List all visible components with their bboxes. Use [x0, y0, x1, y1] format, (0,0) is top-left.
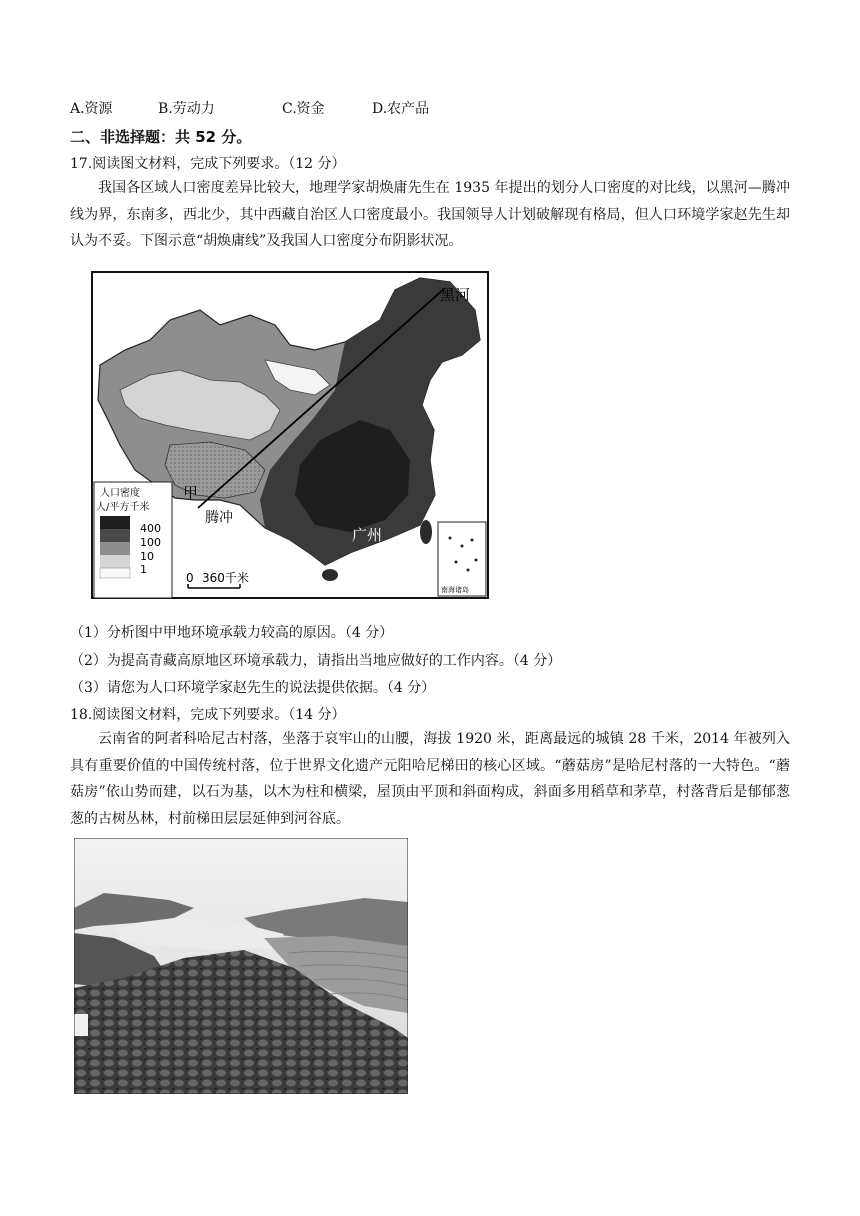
- q17-subquestion-3: （3）请您为人口环境学家赵先生的说法提供依据。（4 分）: [70, 680, 436, 696]
- map-legend: [94, 482, 172, 598]
- south-china-sea-inset: [438, 522, 486, 596]
- scale-label: 360千米: [202, 571, 249, 585]
- option-b: B.劳动力: [158, 101, 215, 117]
- label-tengchong: 腾冲: [205, 510, 233, 526]
- q17-subquestion-1: （1）分析图中甲地环境承载力较高的原因。（4 分）: [70, 625, 394, 641]
- population-density-map: [90, 270, 490, 600]
- section-title: 二、非选择题：共 52 分。: [70, 128, 252, 146]
- legend-swatch-2: [100, 529, 130, 542]
- q17-title: 17.阅读图文材料，完成下列要求。（12 分）: [70, 156, 346, 172]
- scale-zero: 0: [186, 571, 194, 585]
- map-svg: [90, 270, 490, 600]
- answer-options: [70, 98, 790, 118]
- legend-swatch-1: [100, 516, 130, 529]
- q17-subquestion-2: （2）为提高青藏高原地区环境承载力，请指出当地应做好的工作内容。（4 分）: [70, 653, 562, 669]
- legend-title-1: 人口密度: [100, 488, 140, 499]
- label-heihe: 黑河: [440, 286, 471, 304]
- option-c: C.资金: [282, 101, 325, 117]
- white-house: [74, 1014, 88, 1036]
- label-jia: 甲: [183, 484, 199, 502]
- legend-value-10: 10: [140, 550, 154, 563]
- inset-label: 南海诸岛: [441, 586, 469, 594]
- option-d: D.农产品: [372, 101, 430, 117]
- legend-swatch-4: [100, 555, 130, 568]
- option-a: A.资源: [70, 101, 113, 117]
- legend-title-2: 人/平方千米: [96, 502, 150, 513]
- legend-value-100: 100: [140, 536, 161, 549]
- q18-paragraph: 云南省的阿者科哈尼古村落，坐落于哀牢山的山腰，海拔 1920 米，距离最远的城镇 28 千米，2014 年被列入具有重要价值的中国传统村落，位于世界文化遗产元阳哈尼梯田的核心区域。“蘑菇房”是哈尼村落的一大特色。“蘑菇房”依山势而建，以石为基，以木为柱和横梁，屋顶由平顶和斜面构成，斜面多用稻草和茅草，村落背后是郁郁葱葱的古树丛林，村前梯田层层延伸到河谷底。: [70, 731, 790, 827]
- photo-svg: [74, 838, 408, 1094]
- hani-village-photo: [74, 838, 408, 1094]
- q17-paragraph: 我国各区域人口密度差异比较大，地理学家胡焕庸先生在 1935 年提出的划分人口密度的对比线，以黑河—腾冲线为界，东南多，西北少，其中西藏自治区人口密度最小。我国领导人计划破解现有格局，但人口环境学家赵先生却认为不妥。下图示意“胡焕庸线”及我国人口密度分布阴影状况。: [70, 180, 790, 249]
- taiwan-island: [420, 520, 432, 544]
- legend-value-400: 400: [140, 522, 161, 535]
- legend-swatch-5: [100, 568, 130, 578]
- label-guangzhou: 广州: [352, 526, 383, 544]
- legend-swatch-3: [100, 542, 130, 555]
- hainan-island: [322, 569, 338, 581]
- q18-title: 18.阅读图文材料，完成下列要求。（14 分）: [70, 707, 346, 723]
- legend-value-1: 1: [140, 563, 147, 576]
